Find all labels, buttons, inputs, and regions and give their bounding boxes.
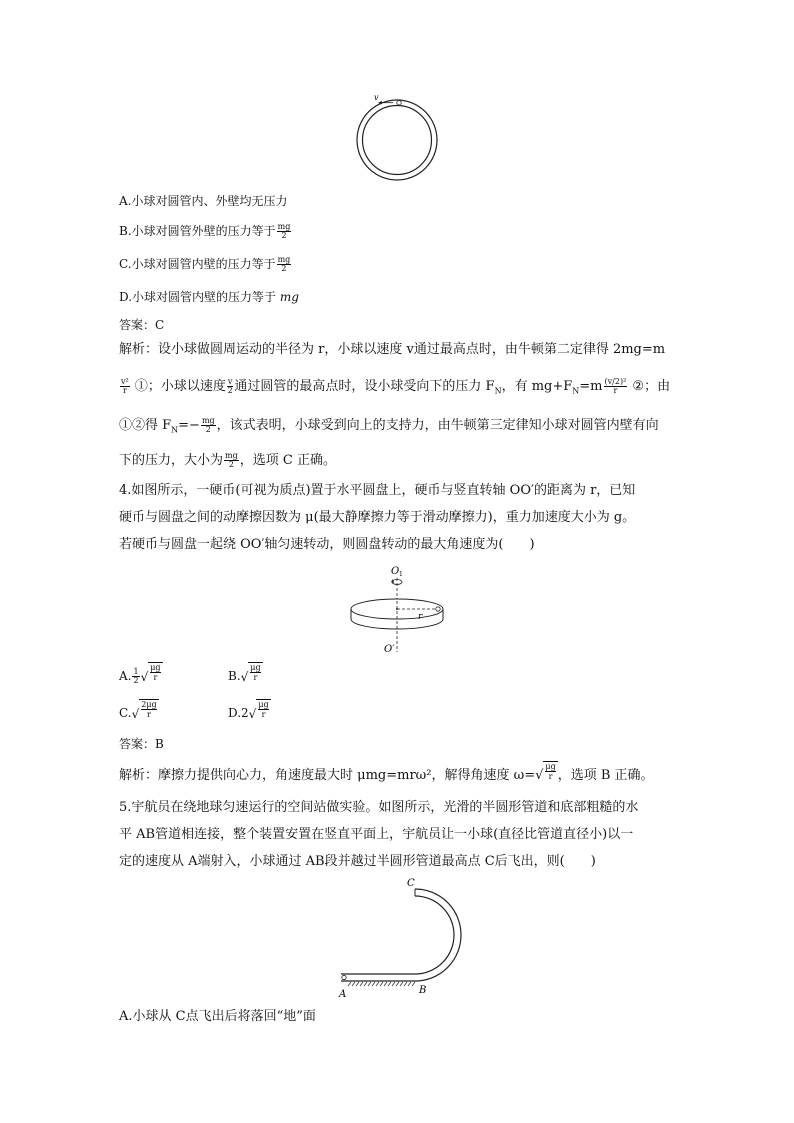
q3-answer: 答案：C	[119, 318, 165, 332]
q3-option-c: C.小球对圆管内壁的压力等于 $\frac{mg}{2}$	[119, 255, 291, 273]
q3-option-a: A.小球对圆管内、外壁均无压力	[119, 194, 288, 208]
svg-text:1: 1	[399, 571, 403, 578]
point-b-label: B	[419, 985, 427, 996]
q5-stem-line1: 5.宇航员在绕地球匀速运行的空间站做实验。如图所示，光滑的半圆形管道和底部粗糙的水	[119, 800, 639, 815]
velocity-label: v	[374, 93, 379, 102]
q3-analysis-line3: ①②得 $F_N=-$ $\frac{mg}{2}$ ，该式表明，小球受到向上的支持力，由牛顿第三定律知小球对圆管内壁有向	[119, 416, 659, 435]
q4-stem-line3: 若硬币与圆盘一起绕 OO′轴匀速转动，则圆盘转动的最大角速度为( )	[119, 537, 535, 552]
q5-stem-line3: 定的速度从 A端射入，小球通过 AB段并越过半圆形管道最高点 C后飞出，则( )	[119, 854, 596, 869]
q4-answer: 答案：B	[119, 737, 164, 751]
axis-top-label: O	[391, 566, 400, 577]
axis-bottom-label: O′	[384, 644, 395, 655]
q4-analysis: 解析：摩擦力提供向心力，角速度最大时 μmg=mrω²，解得角速度 ω=√ $\frac{\mu g}{r}$，选项 B 正确。	[119, 762, 654, 783]
q4-stem-line1: 4.如图所示，一硬币(可视为质点)置于水平圆盘上，硬币与竖直转轴 OO′的距离为 r，已知	[119, 483, 636, 498]
q3-option-d: D.小球对圆管内壁的压力等于 mg	[119, 290, 299, 304]
q5-option-a: A.小球从 C点飞出后将落回“地”面	[119, 1009, 316, 1024]
ball	[342, 975, 346, 979]
q4-option-b: B.√ $\frac{\mu g}{r}$	[228, 663, 261, 684]
q3-analysis-line1: 解析：设小球做圆周运动的半径为 r，小球以速度 v通过最高点时，由牛顿第二定律得 2mg=m	[119, 342, 666, 357]
point-a-label: A	[339, 989, 347, 1000]
coin	[436, 607, 440, 611]
point-c-label: C	[407, 878, 415, 889]
small-ball	[397, 101, 401, 105]
semicircular-tube-figure	[333, 872, 465, 1002]
q3-option-b: B.小球对圆管外壁的压力等于 $\frac{mg}{2}$	[119, 222, 291, 240]
radius-label: r	[418, 612, 423, 622]
q3-analysis-line2: $\frac{\text{v²}}{r}$ ①；小球以速度 $\frac{v}{2}$ 通过圆管的最高点时，设小球受向下的压力 $F_N$，有 $mg+F_N=m$ $\frac{\text{(v/2)²}}{r}$ ②；由	[121, 377, 671, 396]
q4-option-a: A. $\frac{1}{2}$ √ $\frac{\mu g}{r}$	[119, 663, 161, 685]
rotating-disk-figure	[344, 560, 452, 656]
circular-tube-figure	[354, 90, 440, 182]
q4-stem-line2: 硬币与圆盘之间的动摩擦因数为 μ(最大静摩擦力等于滑动摩擦力)，重力加速度大小为 g。	[119, 510, 636, 525]
q5-stem-line2: 平 AB管道相连接，整个装置安置在竖直平面上，宇航员让一小球(直径比管道直径小)以一	[119, 827, 634, 842]
q3-analysis-line4: 下的压力，大小为 $\frac{mg}{2}$ ，选项 C 正确。	[119, 451, 336, 469]
q4-option-d: D.2√ $\frac{\mu g}{r}$	[228, 700, 269, 721]
q4-option-c: C.√ $\frac{2\mu g}{r}$	[119, 700, 157, 721]
